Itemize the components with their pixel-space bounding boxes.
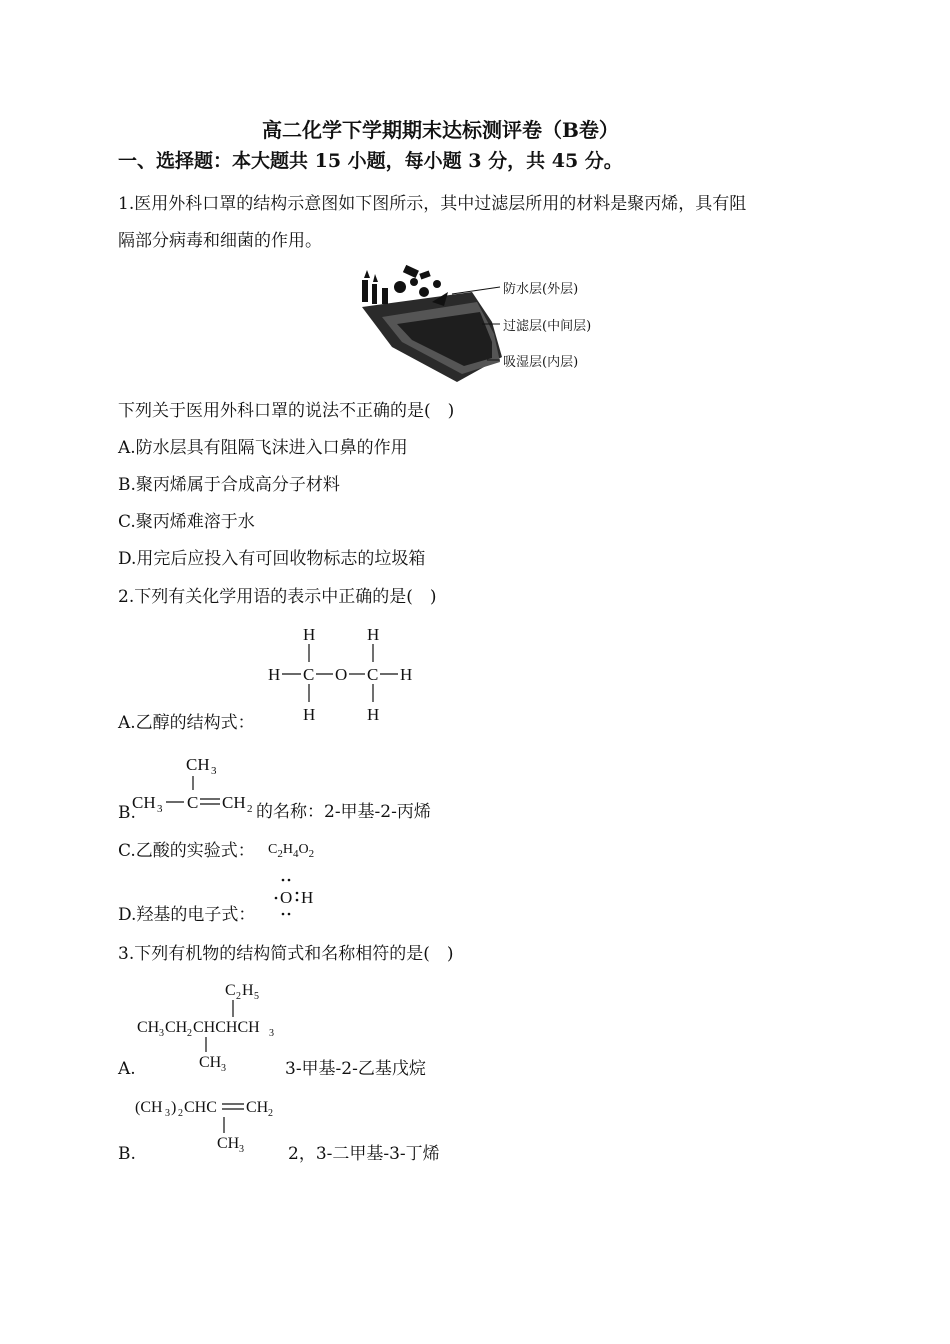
svg-text:CH: CH [222,793,246,812]
svg-text:H: H [242,982,254,999]
q3-option-a-label: A. [118,1059,136,1079]
figure-label-middle: 过滤层(中间层) [503,319,592,334]
q2-option-b-suffix: 的名称：2-甲基-2-丙烯 [256,802,431,822]
q1-option-a: A.防水层具有阻隔飞沫进入口鼻的作用 [118,438,408,458]
acetic-acid-formula: $C_2H_4O_2$ [268,842,315,860]
svg-text:2: 2 [268,1108,273,1119]
svg-text:3: 3 [165,1108,170,1119]
figure-label-outer: 防水层(外层) [503,282,579,297]
svg-text:C: C [187,793,199,812]
q2-option-b-prefix: B. [118,803,136,823]
page-title: 高二化学下学期期末达标测评卷（B卷） [262,118,619,142]
svg-text:CH: CH [186,755,210,774]
svg-text:3: 3 [269,1028,274,1039]
svg-text:H: H [303,625,316,644]
structural-formula-3b [133,1092,293,1157]
svg-text:CH: CH [217,1135,240,1152]
structural-formula-a [265,622,425,727]
q2-option-c: C.乙酸的实验式： [118,841,255,861]
q3-option-b-name: 2，3-二甲基-3-丁烯 [288,1144,440,1164]
svg-text:C: C [225,982,236,999]
q1-option-b: B.聚丙烯属于合成高分子材料 [118,475,340,495]
q1-stem-line1: 1.医用外科口罩的结构示意图如下图所示，其中过滤层所用的材料是聚丙烯，具有阻 [118,194,747,214]
svg-text:3: 3 [211,765,217,777]
q3-option-a-name: 3-甲基-2-乙基戊烷 [285,1059,426,1079]
structural-formula-b [130,750,260,820]
svg-text:3: 3 [221,1063,226,1074]
svg-text:H: H [367,625,380,644]
figure-label-inner: 吸湿层(内层) [503,355,579,370]
q1-question: 下列关于医用外科口罩的说法不正确的是( ) [118,401,455,421]
svg-text:2: 2 [247,803,253,815]
svg-text:): ) [171,1099,177,1116]
svg-text:H: H [301,888,314,907]
svg-text:O: O [280,888,293,907]
svg-text:H: H [303,705,316,724]
svg-text:2: 2 [187,1028,192,1039]
structural-formula-3a [135,975,295,1075]
q1-stem-line2: 隔部分病毒和细菌的作用。 [118,231,322,251]
svg-text:CH: CH [137,1019,160,1036]
section-heading: 一、选择题：本大题共 15 小题，每小题 3 分，共 45 分。 [118,150,623,172]
svg-text:CH: CH [199,1054,222,1071]
svg-text:2: 2 [236,991,241,1002]
q1-option-d: D.用完后应投入有可回收物标志的垃圾箱 [118,549,426,569]
svg-text:H: H [367,705,380,724]
svg-text:5: 5 [254,991,259,1002]
svg-text:H: H [400,665,413,684]
q2-stem: 2.下列有关化学用语的表示中正确的是( ) [118,587,437,607]
svg-text:C: C [367,665,379,684]
svg-text:CH: CH [165,1019,188,1036]
svg-text:3: 3 [157,803,163,815]
svg-text:(CH: (CH [135,1099,163,1116]
hydroxyl-electron-formula [270,872,320,917]
q1-option-c: C.聚丙烯难溶于水 [118,512,255,532]
svg-text:2: 2 [178,1108,183,1119]
svg-text:CH: CH [132,793,156,812]
svg-text:CH: CH [246,1099,269,1116]
svg-text:3: 3 [159,1028,164,1039]
q2-option-a: A.乙醇的结构式： [118,713,255,733]
q3-option-b-label: B. [118,1144,136,1164]
svg-text:3: 3 [239,1144,244,1155]
svg-text:H: H [268,665,281,684]
svg-text:O: O [335,665,348,684]
q2-option-d: D.羟基的电子式： [118,905,256,925]
svg-text:C: C [303,665,315,684]
q3-stem: 3.下列有机物的结构简式和名称相符的是( ) [118,944,454,964]
svg-text:CHCHCH: CHCHCH [193,1019,260,1036]
svg-text:CHC: CHC [184,1099,217,1116]
